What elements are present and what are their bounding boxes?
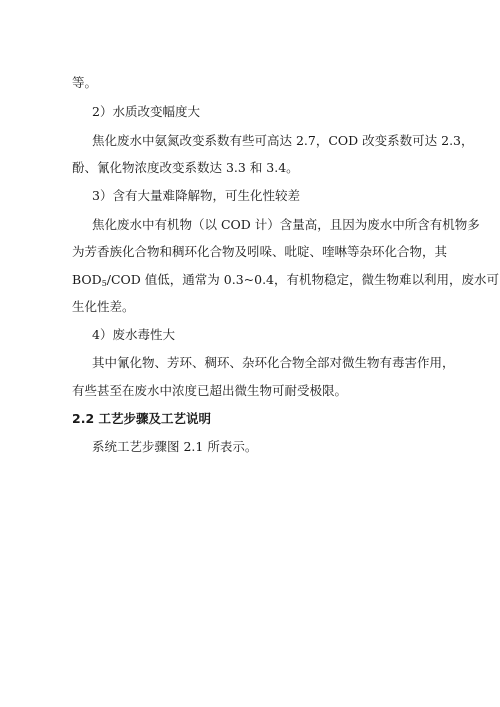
bod-subscript: 5	[101, 279, 107, 288]
bod-label: BOD	[72, 272, 102, 287]
section-heading: 2.2 工艺步骤及工艺说明	[72, 411, 211, 426]
text-line: 焦化废水中有机物（以 COD 计）含量高，且因为废水中所含有机物多	[92, 217, 480, 232]
text-line: 生化性差。	[72, 299, 135, 314]
list-heading: 4）废水毒性大	[92, 327, 175, 342]
text-line: 其中氰化物、芳环、稠环、杂环化合物全部对微生物有毒害作用，	[92, 355, 455, 370]
text-line: 酚、氰化物浓度改变系数达 3.3 和 3.4。	[72, 160, 299, 175]
text-line: 系统工艺步骤图 2.1 所表示。	[92, 439, 258, 454]
text-line: 有些甚至在废水中浓度已超出微生物可耐受极限。	[72, 383, 348, 398]
list-heading: 2）水质改变幅度大	[92, 104, 200, 119]
text-line: 焦化废水中氨氮改变系数有些可高达 2.7，COD 改变系数可达 2.3，	[92, 133, 474, 148]
text-line: 为芳香族化合物和稠环化合物及吲哚、吡啶、喹啉等杂环化合物，其	[72, 244, 448, 259]
text-line-rest: /COD 值低，通常为 0.3~0.4，有机物稳定，微生物难以利用，废水可	[106, 272, 500, 287]
list-heading: 3）含有大量难降解物，可生化性较差	[92, 188, 300, 203]
text-line	[72, 270, 499, 288]
text-line: 等。	[72, 75, 98, 90]
